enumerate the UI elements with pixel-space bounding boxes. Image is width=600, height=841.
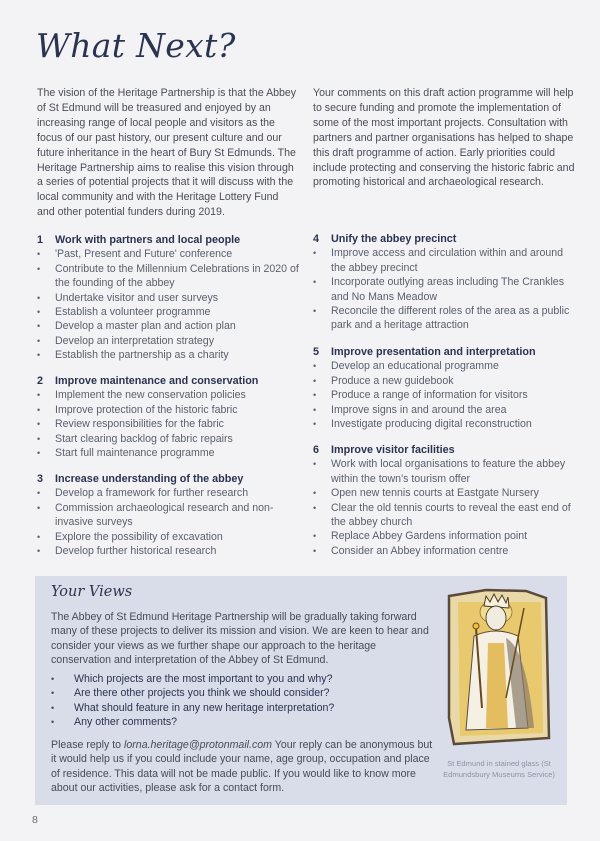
list-item [37, 291, 302, 305]
bullet-icon: • [313, 404, 317, 415]
section-item-list [37, 247, 302, 362]
list-item [37, 388, 302, 402]
section-title: Increase understanding of the abbey [55, 473, 244, 485]
project-section-4 [313, 232, 578, 333]
section-heading [313, 345, 578, 359]
bullet-icon: • [51, 717, 55, 728]
section-item-list [313, 359, 578, 431]
section-number: 5 [313, 346, 320, 358]
list-item-text: Develop an interpretation strategy [55, 334, 214, 347]
list-item [313, 374, 578, 388]
bullet-icon: • [37, 390, 41, 401]
list-item-text: Establish the partnership as a charity [55, 349, 229, 362]
bullet-icon: • [313, 277, 317, 288]
list-item-text: Improve protection of the historic fabric [55, 403, 238, 416]
section-title: Work with partners and local people [55, 234, 241, 246]
list-item-text: Produce a range of information for visitors [331, 389, 528, 402]
list-item-text: Develop an educational programme [331, 360, 499, 373]
bullet-icon: • [313, 390, 317, 401]
list-item [313, 304, 578, 333]
bullet-icon: • [37, 263, 41, 274]
list-item [313, 388, 578, 402]
project-section-1 [37, 233, 302, 363]
list-item-text: Implement the new conservation policies [55, 389, 246, 402]
list-item [313, 501, 578, 530]
list-item-text: Reconcile the different roles of the area as a public park and a heritage attraction [331, 305, 570, 332]
list-item-text: Develop a master plan and action plan [55, 320, 236, 333]
section-heading [37, 233, 302, 247]
list-item-text: 'Past, Present and Future' conference [55, 248, 233, 261]
section-number: 6 [313, 444, 320, 456]
list-item-text: Incorporate outlying areas including The Crankles and No Mans Meadow [331, 276, 565, 303]
list-item-text: Investigate producing digital reconstruction [331, 418, 532, 431]
section-title: Improve presentation and interpretation [331, 346, 536, 358]
list-item [37, 417, 302, 431]
section-number: 2 [37, 375, 44, 387]
list-item-text: Produce a new guidebook [331, 374, 454, 387]
list-item [37, 262, 302, 291]
list-item [313, 529, 578, 543]
bullet-icon: • [313, 361, 317, 372]
page-number: 8 [32, 814, 38, 826]
bullet-icon: • [51, 688, 55, 699]
list-item [37, 334, 302, 348]
project-section-2 [37, 374, 302, 460]
image-caption: St Edmund in stained glass (St Edmundsbury Museums Service) [443, 759, 555, 779]
bullet-icon: • [313, 531, 317, 542]
page-title: What Next? [36, 26, 236, 65]
bullet-icon: • [37, 488, 41, 499]
list-item-text: Undertake visitor and user surveys [55, 291, 219, 304]
question-item: • Which projects are the most important to you and why? [51, 673, 333, 685]
your-views-paragraph: The Abbey of St Edmund Heritage Partnership will be gradually taking forward many of these projects to deliver its mission and vision. We are keen to hear and consider your views as we further shape our approach to the heritage conservation and interpretation of the Abbey of St Edmund. [51, 611, 429, 667]
list-item [37, 446, 302, 460]
bullet-icon: • [313, 459, 317, 470]
project-section-6 [313, 443, 578, 558]
project-section-5 [313, 345, 578, 431]
section-item-list [313, 457, 578, 558]
project-section-3 [37, 472, 302, 558]
list-item [37, 486, 302, 500]
question-item: • What should feature in any new heritage interpretation? [51, 701, 335, 714]
list-item-text: Develop further historical research [55, 545, 217, 558]
bullet-icon: • [313, 375, 317, 386]
bullet-icon: • [37, 546, 41, 557]
bullet-icon: • [313, 502, 317, 513]
list-item-text: Open new tennis courts at Eastgate Nursery [331, 487, 539, 500]
bullet-icon: • [37, 502, 41, 513]
bullet-icon: • [313, 488, 317, 499]
list-item-text: Develop a framework for further research [55, 487, 249, 500]
list-item [313, 403, 578, 417]
list-item [37, 501, 302, 530]
bullet-icon: • [37, 307, 41, 318]
section-title: Improve visitor facilities [331, 444, 455, 456]
bullet-icon: • [313, 545, 317, 556]
reply-paragraph: Please reply to lorna.heritage@protonmail.com Your reply can be anonymous but it would help us if you could include your name, age group, occupation and place of residence. This data will not be made public. If you would like to know more about our activities, please ask for a contact form. [51, 739, 433, 795]
list-item-text: Improve access and circulation within and around the abbey precinct [331, 247, 564, 274]
list-item [313, 246, 578, 275]
list-item [313, 457, 578, 486]
list-item-text: Work with local organisations to feature the abbey within the town's tourism offer [331, 458, 566, 485]
stained-glass-image [446, 588, 552, 746]
list-item-text: Explore the possibility of excavation [55, 530, 223, 543]
bullet-icon: • [313, 248, 317, 259]
your-views-box [35, 576, 567, 805]
bullet-icon: • [51, 674, 55, 684]
list-item [37, 403, 302, 417]
section-heading [313, 443, 578, 457]
email-link[interactable]: lorna.heritage@protonmail.com [124, 739, 272, 751]
intro-paragraph-right: Your comments on this draft action programme will help to secure funding and promote the implementation of some of the most important projects. Consultation with partners and partner organisations has helped to shape this draft programme of action. Early priorities could include protecting and conserving the historic fabric and promoting historical and archaeological research. [313, 87, 575, 189]
question-item: • Are there other projects you think we should consider? [51, 687, 330, 700]
section-title: Unify the abbey precinct [331, 233, 457, 245]
bullet-icon: • [37, 350, 41, 361]
list-item-text: Start clearing backlog of fabric repairs [55, 432, 233, 445]
list-item [37, 247, 302, 261]
section-number: 3 [37, 473, 44, 485]
list-item [37, 544, 302, 558]
list-item-text: Clear the old tennis courts to reveal the east end of the abbey church [331, 501, 571, 529]
section-number: 4 [313, 233, 320, 245]
section-item-list [37, 486, 302, 558]
bullet-icon: • [37, 292, 41, 303]
question-item: • Any other comments? [51, 716, 178, 729]
list-item [313, 544, 578, 558]
bullet-icon: • [313, 306, 317, 317]
list-item [313, 486, 578, 500]
bullet-icon: • [51, 702, 55, 713]
list-item [37, 348, 302, 362]
bullet-icon: • [37, 419, 41, 430]
list-item [37, 432, 302, 446]
bullet-icon: • [37, 433, 41, 444]
section-heading [37, 472, 302, 486]
section-heading [313, 232, 578, 246]
list-item-text: Contribute to the Millennium Celebrations in 2020 of the founding of the abbey [55, 262, 299, 290]
bullet-icon: • [37, 531, 41, 542]
list-item-text: Start full maintenance programme [55, 447, 215, 460]
intro-paragraph-left: The vision of the Heritage Partnership is that the Abbey of St Edmund will be treasured and enjoyed by an increasing range of local people and visitors as the focus of our past history, our present culture and our future inheritance in the heart of Bury St Edmunds. The Heritage Partnership aims to realise this vision through a series of potential projects that it will discuss with the local community and with the Heritage Lottery Fund and other potential funders during 2019. [37, 87, 297, 219]
list-item [37, 530, 302, 544]
list-item [313, 359, 578, 373]
bullet-icon: • [37, 249, 41, 260]
bullet-icon: • [313, 419, 317, 430]
bullet-icon: • [37, 404, 41, 415]
list-item [313, 275, 578, 304]
bullet-icon: • [37, 321, 41, 332]
list-item [37, 305, 302, 319]
section-heading [37, 374, 302, 388]
list-item-text: Establish a volunteer programme [55, 306, 211, 319]
list-item [313, 417, 578, 431]
section-item-list [37, 388, 302, 460]
section-item-list [313, 246, 578, 332]
bullet-icon: • [37, 448, 41, 459]
section-number: 1 [37, 234, 44, 246]
list-item-text: Consider an Abbey information centre [331, 544, 509, 557]
bullet-icon: • [37, 335, 41, 346]
list-item-text: Commission archaeological research and non-invasive surveys [55, 501, 274, 529]
list-item-text: Improve signs in and around the area [331, 403, 507, 416]
section-title: Improve maintenance and conservation [55, 375, 259, 387]
list-item [37, 319, 302, 333]
list-item-text: Replace Abbey Gardens information point [331, 530, 528, 543]
questions-list [51, 672, 334, 730]
your-views-title: Your Views [51, 584, 133, 600]
list-item-text: Review responsibilities for the fabric [55, 418, 224, 431]
